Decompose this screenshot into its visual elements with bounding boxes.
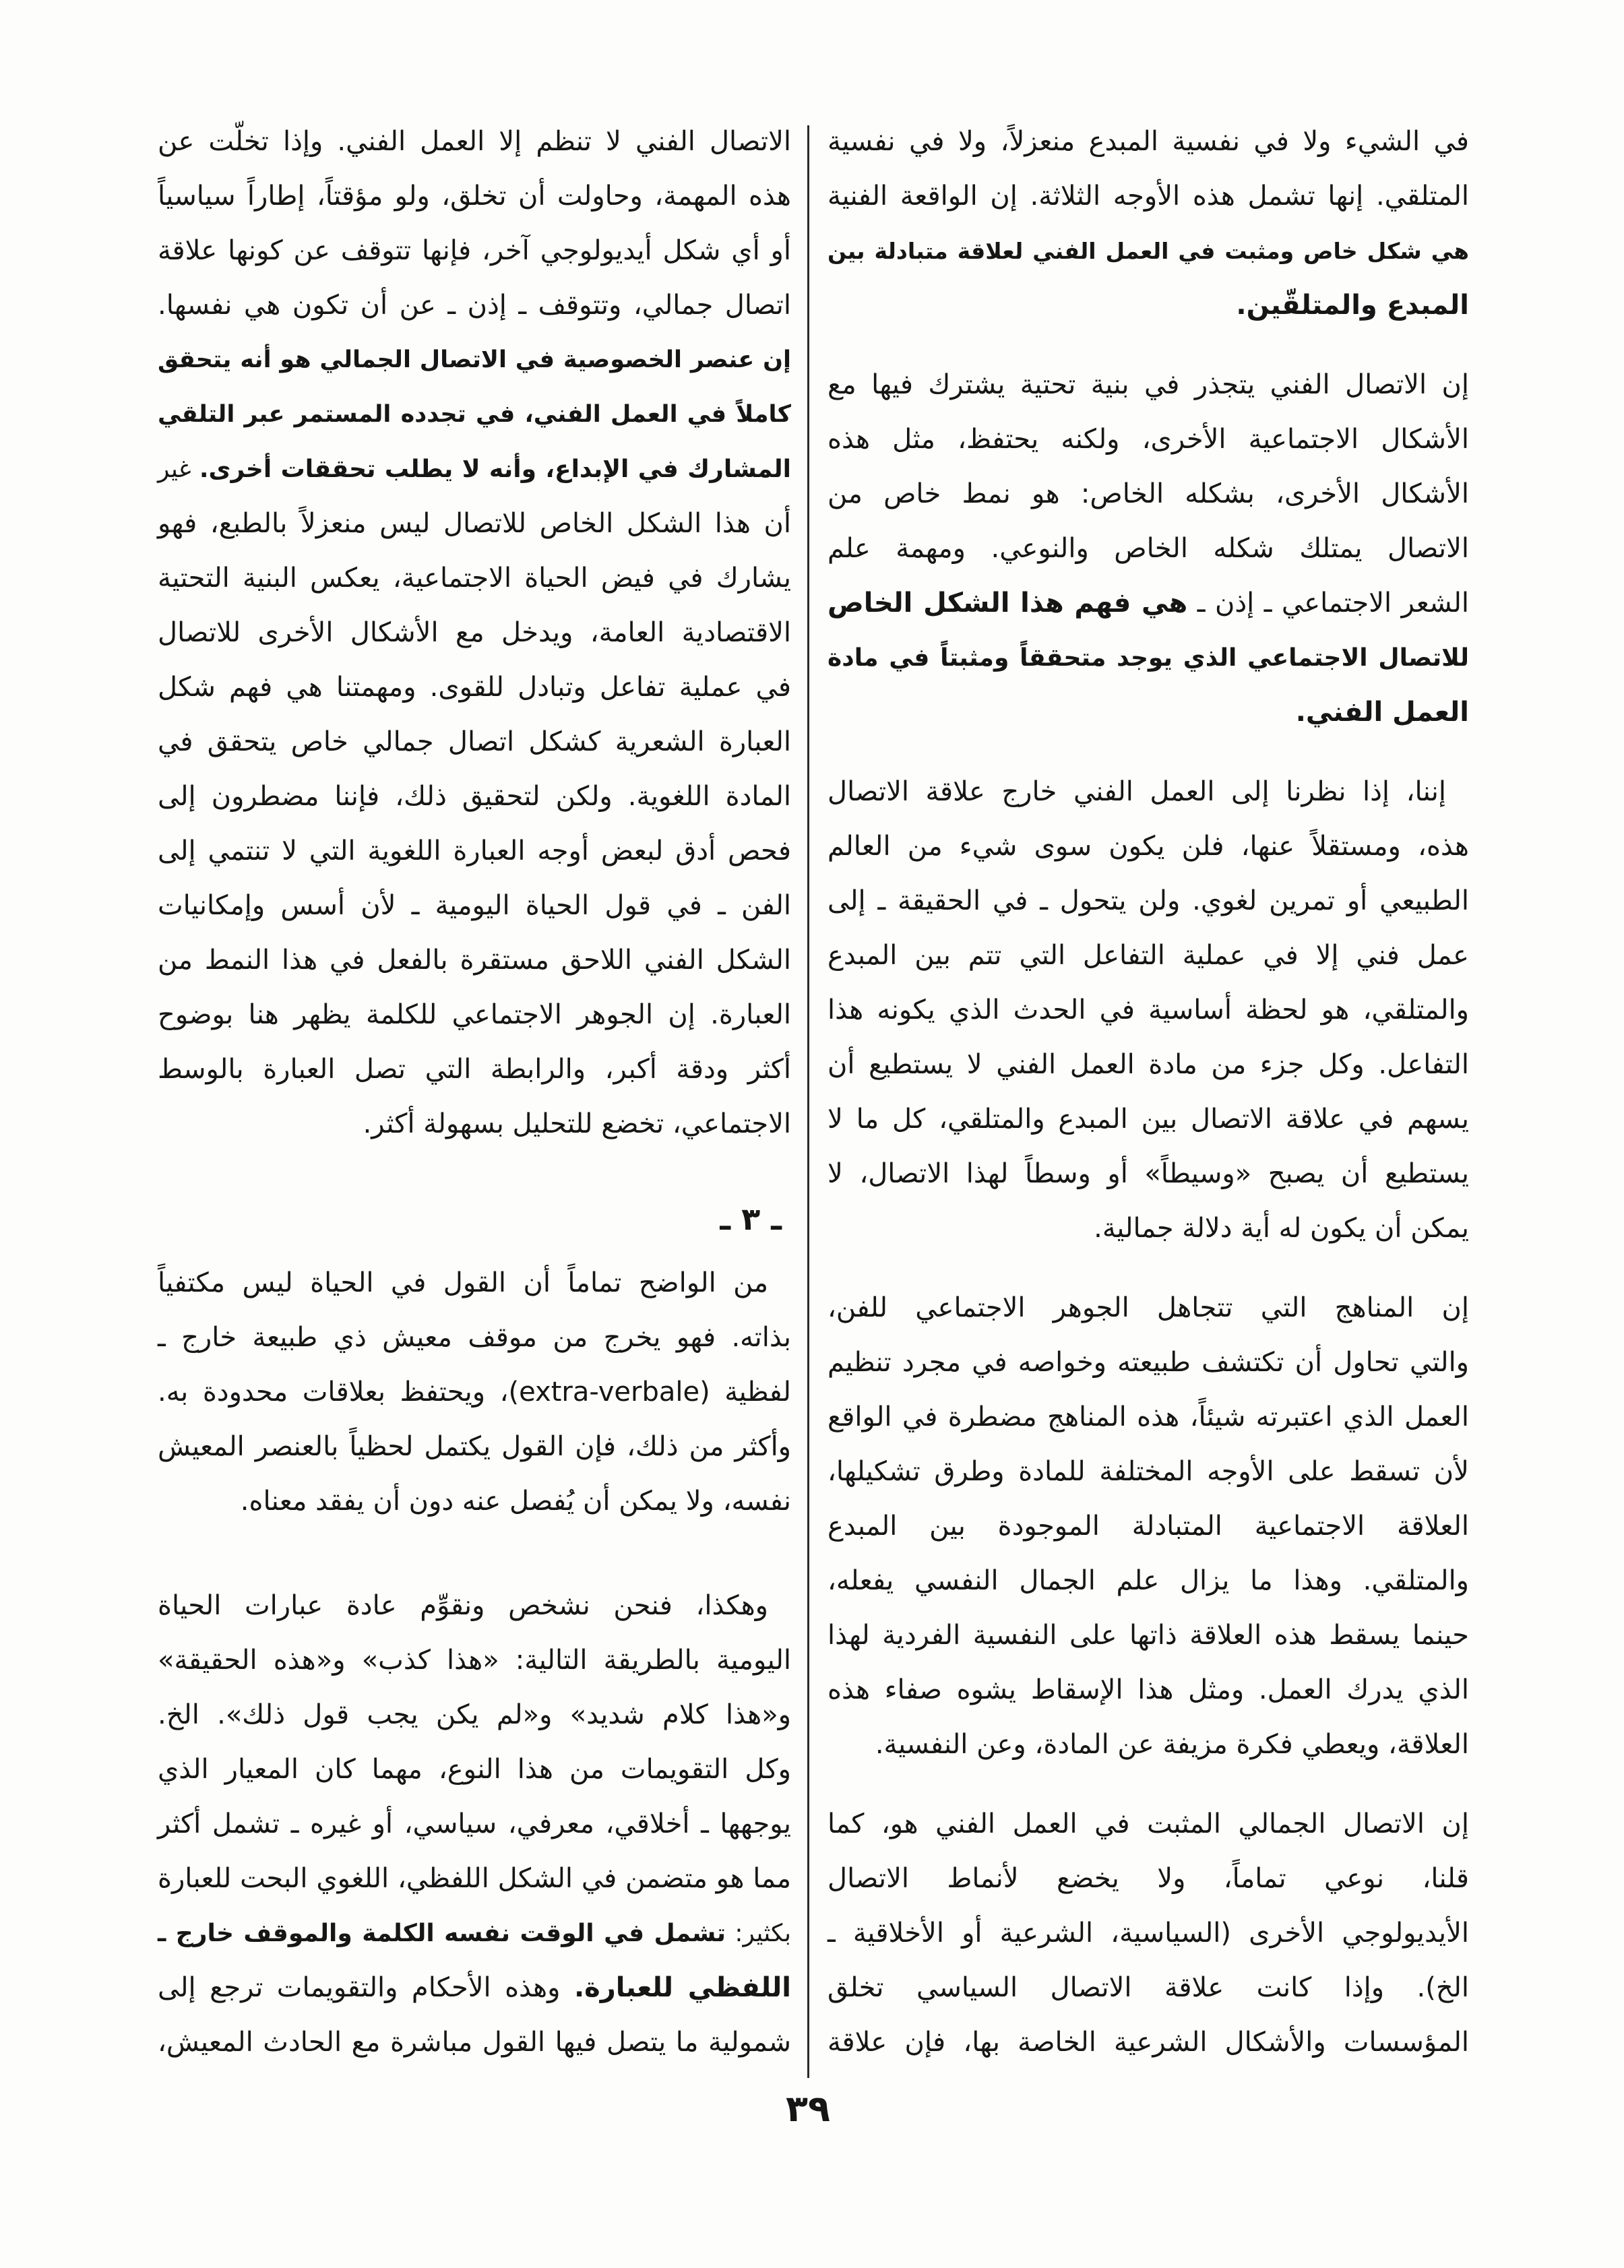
bold-text: للاتصال الاجتماعي الذي يوجد متحققاً ومثبتاً في مادة (827, 644, 1469, 672)
text-line: الذي يدرك العمل. ومثل هذا الإسقاط يشوه صفاء هذه (827, 1674, 1469, 1705)
text-line: الاجتماعي، تخضع للتحليل بسهولة أكثر. (363, 1108, 791, 1139)
text-line: أو أي شكل أيديولوجي آخر، فإنها تتوقف عن كونها علاقة (158, 235, 791, 266)
paragraph (827, 358, 1469, 740)
text-line: هذه المهمة، وحاولت أن تخلق، ولو مؤقتاً، إطاراً سياسياً (158, 181, 791, 212)
paragraph (827, 765, 1469, 1256)
text-line (158, 333, 791, 387)
text-line: و«هذا كلام شديد» و«لم يكن يجب قول ذلك». الخ. (158, 1699, 791, 1730)
text-line: يسهم في علاقة الاتصال بين المبدع والمتلقي، كل ما لا (827, 1104, 1469, 1135)
text-line: لأن تسقط على الأوجه المختلفة للمادة وطرق تشكيلها، (827, 1456, 1469, 1487)
text-line: الأيديولوجي الأخرى (السياسية، الشرعية أو الأخلاقية ـ (827, 1918, 1469, 1949)
bold-text: إن عنصر الخصوصية في الاتصال الجمالي هو أنه يتحقق (158, 346, 791, 373)
paragraph (827, 1797, 1469, 2070)
text-line: وكل التقويمات من هذا النوع، مهما كان المعيار الذي (158, 1754, 791, 1785)
text-line: يستطيع أن يصبح «وسيطاً» أو وسطاً لهذا الاتصال، لا (827, 1158, 1469, 1189)
text-line: المؤسسات والأشكال الشرعية الخاصة بها، فإن علاقة (827, 2027, 1469, 2058)
text-line: شمولية ما يتصل فيها القول مباشرة مع الحادث المعيش، (158, 2027, 791, 2058)
text-line: الأشكال الأخرى، بشكله الخاص: هو نمط خاص من (827, 478, 1469, 509)
paragraph (158, 1256, 791, 1529)
paragraph (158, 115, 791, 1152)
text-line: الأشكال الاجتماعية الأخرى، ولكنه يحتفظ، مثل هذه (827, 424, 1469, 455)
text-run: بكثير: (735, 1920, 791, 1947)
text-line: العمل الذي اعتبرته شيئاً، هذه المناهج مضطرة في الواقع (827, 1401, 1469, 1432)
column-left (158, 115, 791, 2070)
text-line: العلاقة، ويعطي فكرة مزيفة عن المادة، وعن النفسية. (875, 1729, 1469, 1760)
text-run: غير (158, 455, 191, 483)
text-line (827, 278, 1469, 333)
bold-text: اللفظي للعبارة. (573, 1972, 792, 2003)
text-line: مما هو متضمن في الشكل اللفظي، اللغوي البحت للعبارة (158, 1863, 791, 1894)
text-line (827, 685, 1469, 740)
text-line: العبارة الشعرية كشكل اتصال جمالي خاص يتحقق في (158, 726, 791, 757)
text-line: أكثر ودقة أكبر، والرابطة التي تصل العبارة بالوسط (158, 1054, 791, 1085)
text-line: والمتلقي، هو لحظة أساسية في الحدث الذي يكونه هذا (827, 995, 1469, 1026)
text-line: في عملية تفاعل وتبادل للقوى. ومهمتنا هي فهم شكل (158, 672, 791, 703)
text-line: إن الاتصال الفني يتجذر في بنية تحتية يشترك فيها مع (827, 369, 1469, 400)
bold-text: المشارك في الإبداع، وأنه لا يطلب تحققات أخرى. (199, 455, 791, 483)
text-line: يوجهها ـ أخلاقي، معرفي، سياسي، أو غيره ـ تشمل أكثر (158, 1808, 791, 1839)
text-line: الاقتصادية العامة، ويدخل مع الأشكال الأخرى للاتصال (158, 617, 791, 648)
text-line: في الشيء ولا في نفسية المبدع منعزلاً، ولا في نفسية (827, 126, 1469, 157)
column-divider (807, 125, 809, 2078)
text-line: نفسه، ولا يمكن أن يُفصل عنه دون أن يفقد معناه. (240, 1486, 791, 1517)
text-line: والمتلقي. وهذا ما يزال علم الجمال النفسي يفعله، (827, 1565, 1469, 1596)
text-line: إننا، إذا نظرنا إلى العمل الفني خارج علاقة الاتصال (827, 776, 1446, 807)
text-line: الطبيعي أو تمرين لغوي. ولن يتحول ـ في الحقيقة ـ إلى (827, 885, 1469, 916)
text-line (827, 576, 1469, 631)
text-line: الشكل الفني اللاحق مستقرة بالفعل في هذا النمط من (158, 945, 791, 976)
text-line (827, 631, 1469, 685)
text-line: المتلقي. إنها تشمل هذه الأوجه الثلاثة. إن الواقعة الفنية (827, 181, 1469, 212)
text-line: قلنا، نوعي تماماً، ولا يخضع لأنماط الاتصال (827, 1863, 1469, 1894)
text-line: حينما يسقط هذه العلاقة ذاتها على النفسية الفردية لهذا (827, 1620, 1469, 1651)
text-line: اليومية بالطريقة التالية: «هذا كذب» و«هذه الحقيقة» (158, 1645, 791, 1676)
text-line: الاتصال يمتلك شكله الخاص والنوعي. ومهمة علم (827, 533, 1469, 564)
text-line (827, 224, 1469, 278)
paragraph (827, 115, 1469, 333)
text-line: إن الاتصال الجمالي المثبت في العمل الفني هو، كما (827, 1808, 1469, 1839)
text-line: الخ). وإذا كانت علاقة الاتصال السياسي تخلق (827, 1972, 1469, 2003)
text-line (158, 1906, 791, 1961)
text-line: يمكن أن يكون له أية دلالة جمالية. (1094, 1213, 1469, 1244)
bold-text: هي فهم هذا الشكل الخاص (827, 588, 1188, 619)
bold-text: تشمل في الوقت نفسه الكلمة والموقف خارج ـ (158, 1920, 726, 1947)
text-line: فحص أدق لبعض أوجه العبارة اللغوية التي لا تنتمي إلى (158, 836, 791, 867)
text-line: اتصال جمالي، وتتوقف ـ إذن ـ عن أن تكون هي نفسها. (158, 290, 791, 321)
paragraph (827, 1281, 1469, 1772)
text-run: وهذه الأحكام والتقويمات ترجع إلى (158, 1972, 561, 2003)
text-line (158, 1961, 791, 2015)
text-line (158, 442, 791, 497)
text-line: الفن ـ في قول الحياة اليومية ـ لأن أسس وإمكانيات (158, 890, 791, 921)
text-line: هذه، ومستقلاً عنها، فلن يكون سوى شيء من العالم (827, 831, 1469, 862)
text-line: أن هذا الشكل الخاص للاتصال ليس منعزلاً بالطبع، فهو (158, 508, 791, 539)
text-line: المادة اللغوية. ولكن لتحقيق ذلك، فإننا مضطرون إلى (158, 781, 791, 812)
bold-text: كاملاً في العمل الفني، في تجدده المستمر عبر التلقي (158, 401, 791, 428)
bold-text: العمل الفني. (1295, 697, 1469, 728)
text-line (158, 387, 791, 442)
text-line: إن المناهج التي تتجاهل الجوهر الاجتماعي للفن، (827, 1292, 1469, 1323)
text-line: وهكذا، فنحن نشخص ونقوِّم عادة عبارات الحياة (158, 1590, 768, 1621)
text-line: لفظية (extra-verbale)، ويحتفظ بعلاقات محدودة به. (158, 1377, 791, 1408)
column-right (827, 115, 1469, 2070)
text-line: يشارك في فيض الحياة الاجتماعية، يعكس البنية التحتية (158, 563, 791, 594)
bold-text: هي شكل خاص ومثبت في العمل الفني لعلاقة متبادلة بين (827, 238, 1469, 264)
text-line: العلاقة الاجتماعية المتبادلة الموجودة بين المبدع (827, 1511, 1469, 1542)
text-run: الشعر الاجتماعي ـ إذن ـ (1197, 588, 1469, 619)
text-line: وأكثر من ذلك، فإن القول يكتمل لحظياً بالعنصر المعيش (158, 1431, 791, 1462)
text-line: من الواضح تماماً أن القول في الحياة ليس مكتفياً (158, 1267, 768, 1298)
text-line: العبارة. إن الجوهر الاجتماعي للكلمة يظهر هنا بوضوح (158, 999, 791, 1030)
section-number: ـ ٣ ـ (720, 1201, 782, 1237)
text-line: عمل فني إلا في عملية التفاعل التي تتم بين المبدع (827, 940, 1469, 971)
page-number: ٣٩ (786, 2087, 830, 2130)
bold-text: المبدع والمتلقّين. (1236, 290, 1469, 321)
text-line: والتي تحاول أن تكتشف طبيعته وخواصه في مجرد تنظيم (827, 1347, 1469, 1378)
text-line: بذاته. فهو يخرج من موقف معيش ذي طبيعة خارج ـ (158, 1322, 791, 1353)
paragraph (158, 1579, 791, 2070)
text-line: الاتصال الفني لا تنظم إلا العمل الفني. وإذا تخلّت عن (158, 126, 791, 157)
text-line: التفاعل. وكل جزء من مادة العمل الفني لا يستطيع أن (827, 1049, 1469, 1080)
